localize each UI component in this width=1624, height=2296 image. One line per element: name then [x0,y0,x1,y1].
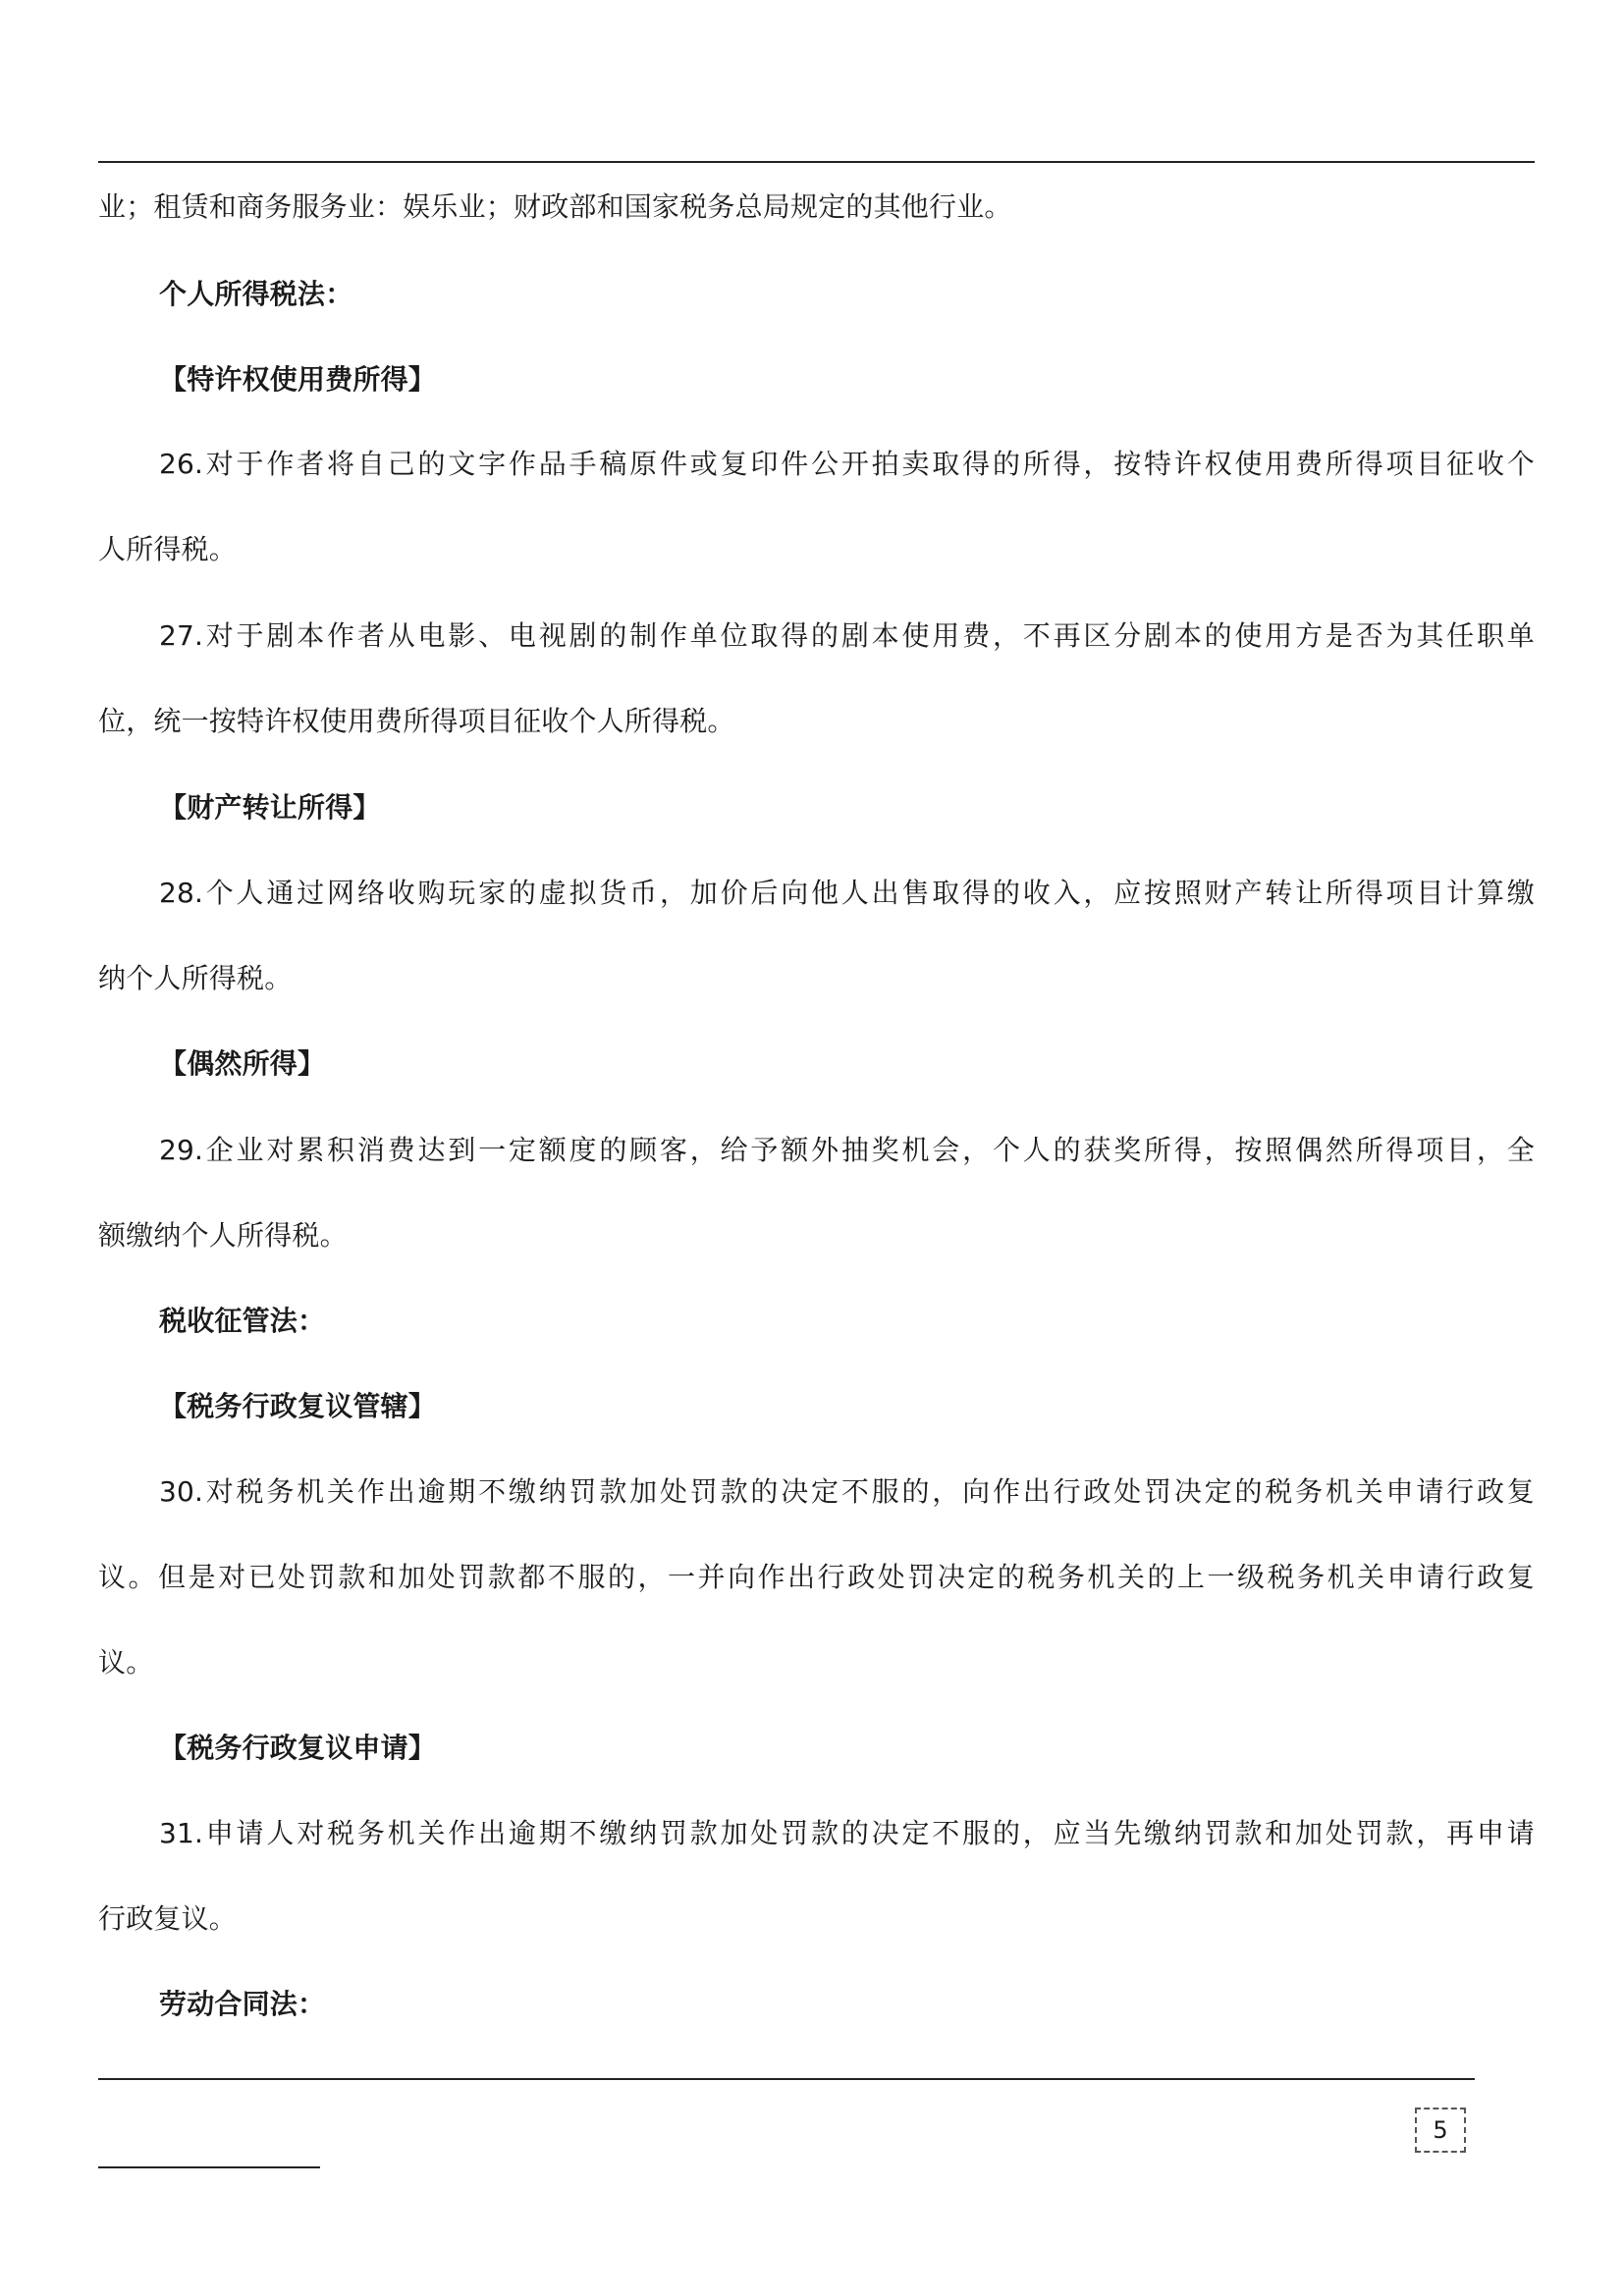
paragraph-line: 议。但是对已处罚款和加处罚款都不服的，一并向作出行政处罚决定的税务机关的上一级税务机关申请行政复 [98,1561,1535,1593]
paragraph-line: 31.申请人对税务机关作出逾期不缴纳罚款加处罚款的决定不服的，应当先缴纳罚款和加处罚款，再申请 [159,1817,1535,1849]
paragraph-line: 议。 [98,1646,154,1679]
footnote-rule [98,2166,320,2168]
footer-rule [98,2078,1475,2080]
paragraph-line: 30.对税务机关作出逾期不缴纳罚款加处罚款的决定不服的，向作出行政处罚决定的税务机关申请行政复 [159,1475,1535,1508]
paragraph-line: 28.个人通过网络收购玩家的虚拟货币，加价后向他人出售取得的收入，应按照财产转让所得项目计算缴 [159,877,1535,909]
subsection-heading: 【特许权使用费所得】 [159,363,437,396]
paragraph-line: 26.对于作者将自己的文字作品手稿原件或复印件公开拍卖取得的所得，按特许权使用费所得项目征收个 [159,448,1535,480]
paragraph-line: 29.企业对累积消费达到一定额度的顾客，给予额外抽奖机会，个人的获奖所得，按照偶然所得项目，全 [159,1134,1535,1166]
paragraph-line: 行政复议。 [98,1902,238,1935]
paragraph-line: 额缴纳个人所得税。 [98,1219,348,1252]
paragraph-line: 位，统一按特许权使用费所得项目征收个人所得税。 [98,705,735,737]
subsection-heading: 【税务行政复议管辖】 [159,1390,437,1422]
paragraph-line: 业；租赁和商务服务业：娱乐业；财政部和国家税务总局规定的其他行业。 [98,190,1012,223]
paragraph-line: 纳个人所得税。 [98,962,293,994]
subsection-heading: 【税务行政复议申请】 [159,1732,437,1764]
section-heading: 税收征管法： [159,1305,326,1337]
paragraph-line: 人所得税。 [98,533,238,565]
subsection-heading: 【偶然所得】 [159,1047,326,1080]
header-rule [98,161,1535,163]
section-heading: 个人所得税法： [159,278,353,310]
subsection-heading: 【财产转让所得】 [159,791,381,824]
page-number: 5 [1415,2108,1466,2153]
section-heading: 劳动合同法： [159,1988,326,2020]
paragraph-line: 27.对于剧本作者从电影、电视剧的制作单位取得的剧本使用费，不再区分剧本的使用方是否为其任职单 [159,619,1535,652]
